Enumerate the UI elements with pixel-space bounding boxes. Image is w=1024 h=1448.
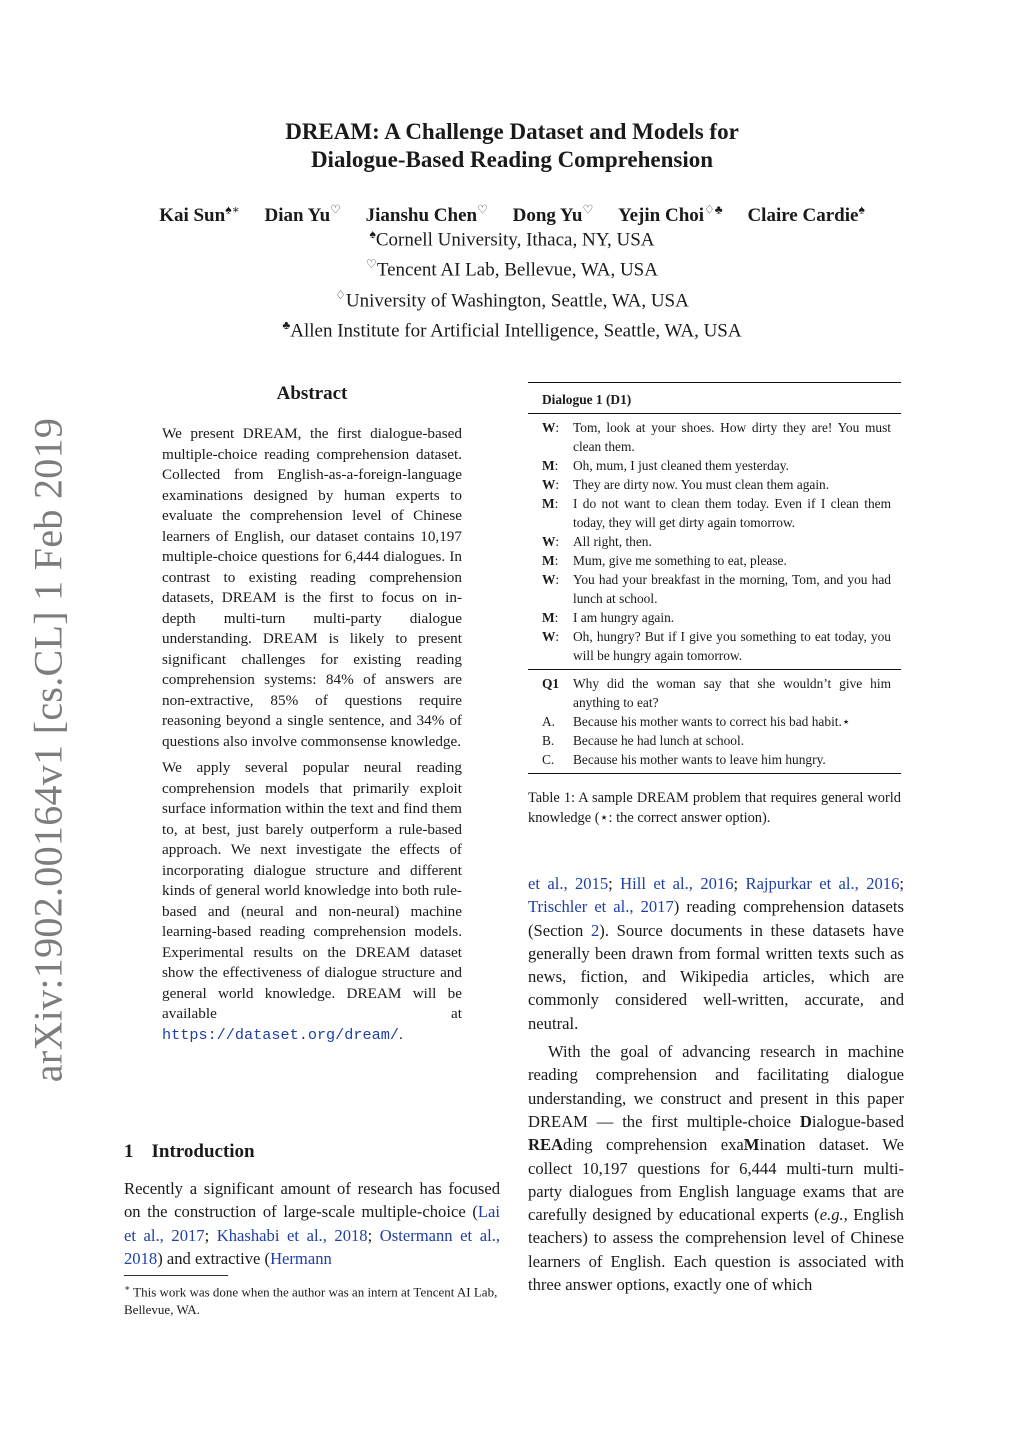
author-mark: ♠∗ [225,203,240,217]
table-1 [528,382,901,774]
dialogue-turn: W: Tom, look at your shoes. How dirty they are! You must clean them. [542,420,891,454]
abstract-body [162,424,462,1051]
dialogue-turn: M: I am hungry again. [542,610,675,625]
intro-paragraph-left: Recently a significant amount of research has focused on the construction of large-scale multiple-choice (Lai et al., 2017; Khashabi et al., 2018; Ostermann et al., 2018) and extractive (Hermann [124,1179,500,1268]
table-bottom-rule [528,773,901,774]
affiliation: ♡Tencent AI Lab, Bellevue, WA, USA [366,257,658,281]
dialogue-turns [528,414,901,669]
dialogue-turn: M: I do not want to clean them today. Even if I clean them today, they will get dirty again tomorrow. [542,496,891,530]
affiliation: ♢University of Washington, Seattle, WA, USA [335,287,689,311]
section-number: 1 [124,1141,134,1162]
affiliation-mark: ♣ [282,317,291,332]
footnote-mark: ∗ [124,1283,131,1293]
author-mark: ♡ [330,203,341,217]
intro-paragraph-right-2: With the goal of advancing research in machine reading comprehension and facilitating dialogue understanding, we construct and present in this paper DREAM — the first multiple-choice Dialogue-based REAding comprehension exaMination dataset. We collect 10,197 questions for 6,444 multi-turn multi-party dialogues from English language exams that are carefully designed by educational experts (e.g., English teachers) to assess the comprehension level of Chinese learners of English. Each question is associated with three answer options, exactly one of which [528,1042,904,1295]
affiliation-list [0,222,1024,343]
dialogue-turn: W: Oh, hungry? But if I give you something to eat today, you will be hungry again tomorrow. [542,629,891,663]
author-mark: ♠ [858,203,865,217]
answer-option: B. Because he had lunch at school. [542,733,745,748]
intro-paragraph-right-1: et al., 2015; Hill et al., 2016; Rajpurkar et al., 2016; Trischler et al., 2017) reading comprehension datasets (Section 2). Source documents in these datasets have generally been drawn from formal written texts such as news, fiction, and Wikipedia articles, which are commonly considered well-written, accurate, and neutral. [528,874,905,1033]
author: Kai Sun♠∗ [159,203,240,227]
paper-title [0,118,1024,174]
citation-link[interactable]: Khashabi et al., 2018 [216,1225,368,1245]
dialogue-turn: M: Mum, give me something to eat, please. [542,553,787,568]
dialogue-turn: W: They are dirty now. You must clean them again. [542,477,830,492]
dialogue-turn: W: All right, then. [542,534,652,549]
affiliation-mark: ♠ [369,227,376,241]
author: Dong Yu♡ [512,203,594,227]
author-mark: ♡ [582,203,594,217]
citation-link[interactable]: et al., 2015 [528,874,609,893]
paper-title-line-2: Dialogue-Based Reading Comprehension [310,147,714,172]
paper-title-line-1: DREAM: A Challenge Dataset and Models for [285,119,739,144]
citation-link[interactable]: Hill et al., 2016 [620,874,734,893]
affiliation: ♣Allen Institute for Artificial Intelligence, Seattle, WA, USA [282,317,742,342]
affiliation: ♠Cornell University, Ithaca, NY, USA [369,227,655,251]
abstract-paragraph-2: We apply several popular neural reading comprehension models that primarily exploit surface information within the text and find them to, at best, just barely outperform a rule-based approach. We next investigate the effects of incorporating dialogue structure and different kinds of general world knowledge into both rule-based and (neural and non-neural) machine learning-based reading comprehension models. Experimental results on the DREAM dataset show the effectiveness of dialogue structure and general world knowledge. DREAM will be available at https://dataset.org/dream/. [162,759,462,1044]
question-block [528,670,901,773]
arxiv-stamp-text: arXiv:1902.00164v1 [cs.CL] 1 Feb 2019 [25,417,71,1083]
abstract-paragraph-1: We present DREAM, the first dialogue-based multiple-choice reading comprehension dataset. Collected from English-as-a-foreign-language examinations designed by human experts to evaluate the comprehension level of Chinese learners of English, our dataset contains 10,197 multiple-choice questions for 6,444 dialogues. In contrast to existing reading comprehension datasets, DREAM is the first to focus on in-depth multi-turn multi-party dialogue understanding. DREAM is likely to present significant challenges for existing reading comprehension systems: 84% of answers are non-extractive, 85% of questions require reasoning beyond a single sentence, and 34% of questions also involve commonsense knowledge. [162,425,462,750]
section-title: Introduction [151,1141,255,1162]
author: Jianshu Chen♡ [365,203,488,227]
table-dialogue-title: Dialogue 1 (D1) [542,392,632,407]
footnote-rule [124,1275,228,1276]
author: Claire Cardie♠ [747,203,865,227]
section-ref-link[interactable]: 2 [591,920,600,940]
answer-option: A. Because his mother wants to correct his bad habit.⋆ [542,714,851,729]
question-row: Q1 Why did the woman say that she wouldn’t give him anything to eat? [542,676,891,710]
footnote: ∗ This work was done when the author was an intern at Tencent AI Lab, Bellevue, WA. [124,1283,498,1318]
author-mark: ♢♣ [704,203,723,217]
affiliation-mark: ♡ [366,257,377,272]
citation-link[interactable]: Trischler et al., 2017 [528,897,674,917]
author: Dian Yu♡ [264,203,341,227]
dialogue-turn: W: You had your breakfast in the morning, Tom, and you had lunch at school. [542,572,891,606]
citation-link[interactable]: Hermann [270,1248,332,1268]
citation-link[interactable]: Ostermann et al., 2018 [124,1225,500,1268]
citation-link[interactable]: Lai et al., 2017 [124,1202,500,1245]
dialogue-turn: M: Oh, mum, I just cleaned them yesterday. [542,458,789,473]
affiliation-mark: ♢ [335,287,346,302]
author: Yejin Choi♢♣ [618,203,723,227]
author-mark: ♡ [477,203,488,217]
table-caption: Table 1: A sample DREAM problem that requires general world knowledge (⋆: the correct answer option). [528,790,901,826]
abstract-heading: Abstract [276,383,348,404]
section-heading-introduction [124,1141,255,1163]
answer-option: C. Because his mother wants to leave him hungry. [542,752,826,767]
intro-right-column [528,872,904,1301]
dataset-url-link[interactable]: https://dataset.org/dream/ [162,1025,399,1044]
citation-link[interactable]: Rajpurkar et al., 2016 [745,874,900,893]
